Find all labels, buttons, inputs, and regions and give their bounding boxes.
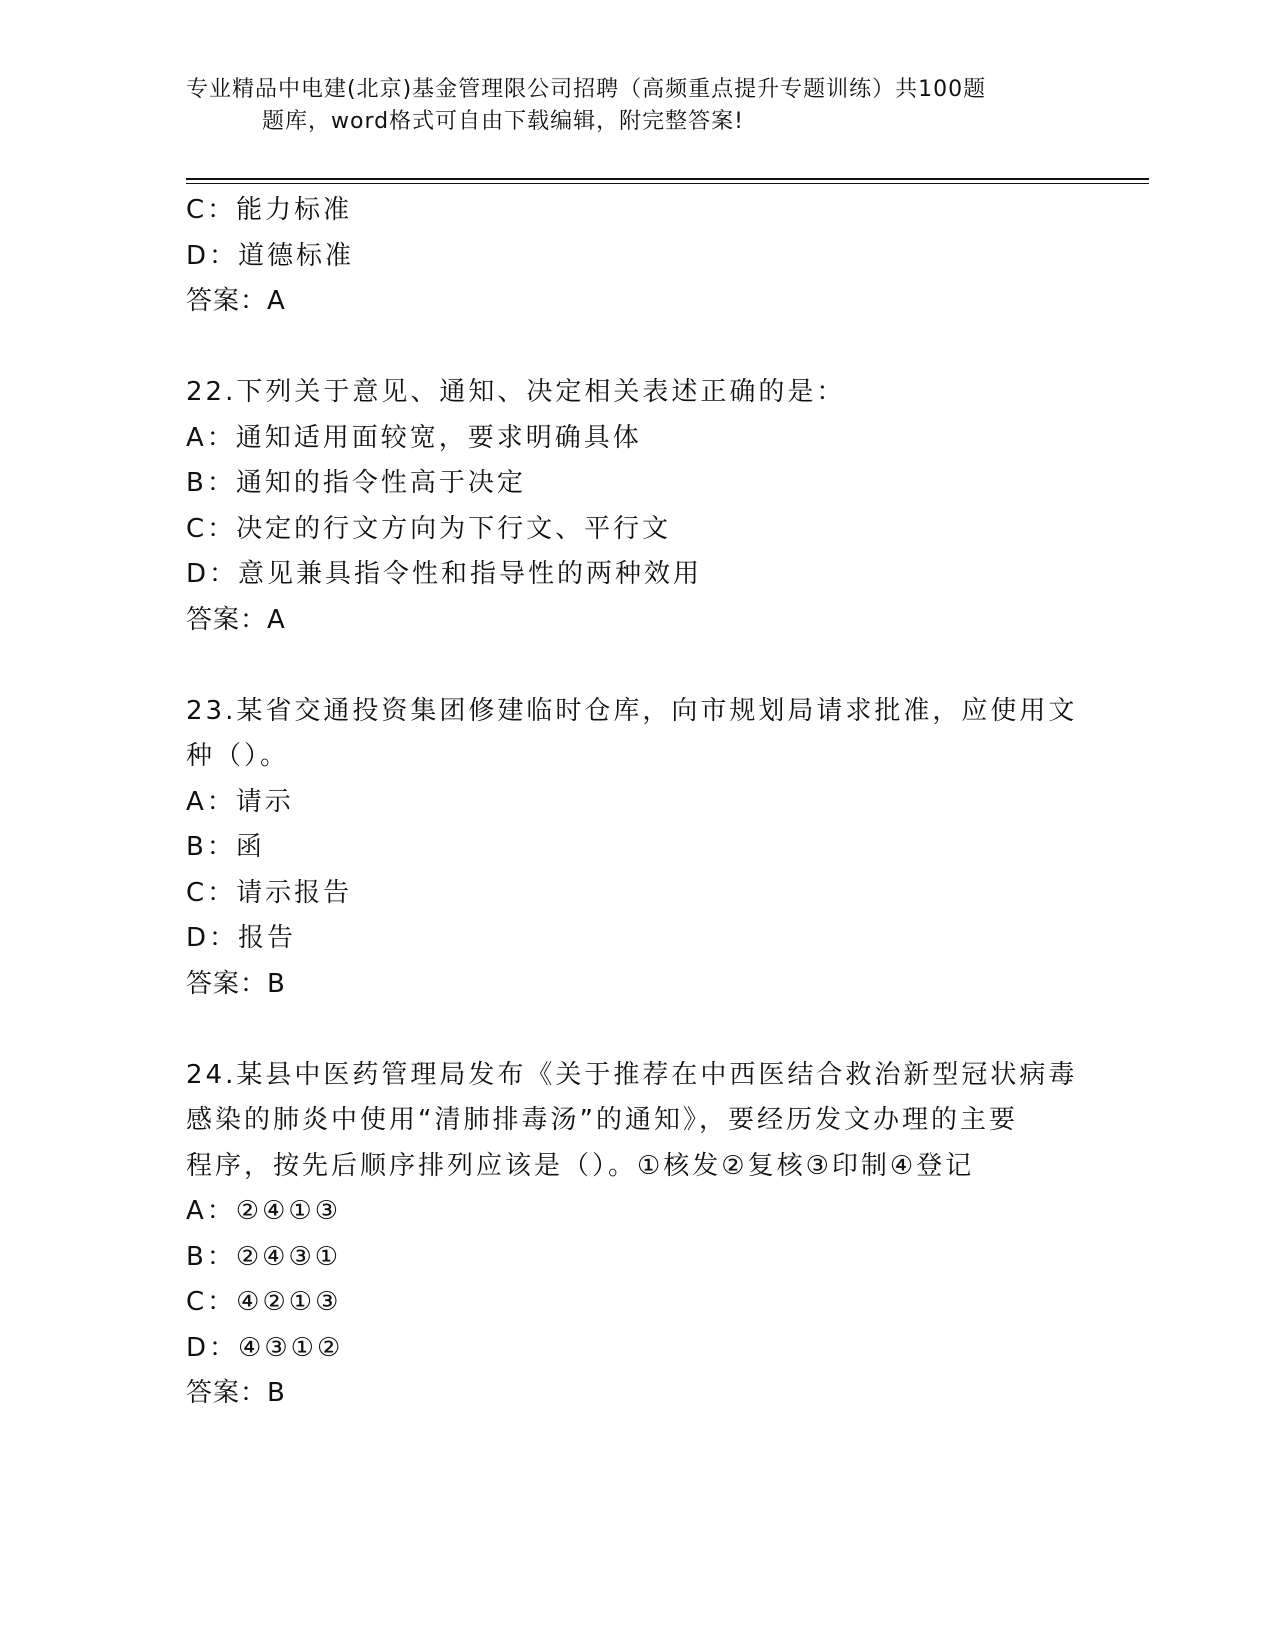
q21-option-c: C：能力标准	[186, 195, 353, 225]
page-header	[186, 74, 1066, 138]
q23-question-line-1: 23.某省交通投资集团修建临时仓库，向市规划局请求批准，应使用文	[186, 695, 1078, 726]
q23-option-d: D：报告	[186, 923, 297, 953]
question-23	[186, 689, 1086, 1008]
q21-answer: 答案：A	[186, 286, 286, 316]
question-24	[186, 1053, 1086, 1417]
q24-option-b: B：②④③①	[186, 1241, 342, 1272]
question-content	[186, 188, 1086, 1417]
q24-option-c: C：④②①③	[186, 1287, 342, 1317]
q22-question: 22.下列关于意见、通知、决定相关表述正确的是：	[186, 377, 846, 407]
q22-option-a: A：通知适用面较宽，要求明确具体	[186, 422, 642, 453]
header-title-line-2: 题库，word格式可自由下载编辑，附完整答案!	[262, 109, 744, 134]
spacer	[186, 1007, 1086, 1053]
q23-option-c: C：请示报告	[186, 877, 353, 908]
q23-answer: 答案：B	[186, 968, 286, 999]
header-divider-thick	[186, 178, 1149, 180]
question-21-tail	[186, 188, 1086, 325]
q23-question-line-2: 种（）。	[186, 741, 290, 771]
q22-answer: 答案：A	[186, 604, 286, 635]
q24-question-line-1: 24.某县中医药管理局发布《关于推荐在中西医结合救治新型冠状病毒	[186, 1059, 1078, 1090]
q24-question-line-3: 程序，按先后顺序排列应该是（）。①核发②复核③印制④登记	[186, 1150, 975, 1181]
header-divider-thin	[186, 183, 1149, 184]
q23-option-a: A：请示	[186, 786, 294, 817]
question-22	[186, 370, 1086, 643]
q21-option-d: D：道德标准	[186, 240, 355, 271]
q22-option-b: B：通知的指令性高于决定	[186, 468, 526, 498]
q22-option-d: D：意见兼具指令性和指导性的两种效用	[186, 559, 703, 589]
q24-option-d: D：④③①②	[186, 1332, 344, 1363]
spacer	[186, 643, 1086, 689]
q22-option-c: C：决定的行文方向为下行文、平行文	[186, 513, 672, 544]
q23-option-b: B：函	[186, 832, 265, 862]
q24-option-a: A：②④①③	[186, 1196, 342, 1226]
header-title-line-1: 专业精品中电建(北京)基金管理限公司招聘（高频重点提升专题训练）共100题	[186, 77, 987, 102]
q24-question-line-2: 感染的肺炎中使用“清肺排毒汤”的通知》，要经历发文办理的主要	[186, 1105, 1018, 1135]
q24-answer: 答案：B	[186, 1378, 286, 1408]
spacer	[186, 325, 1086, 371]
